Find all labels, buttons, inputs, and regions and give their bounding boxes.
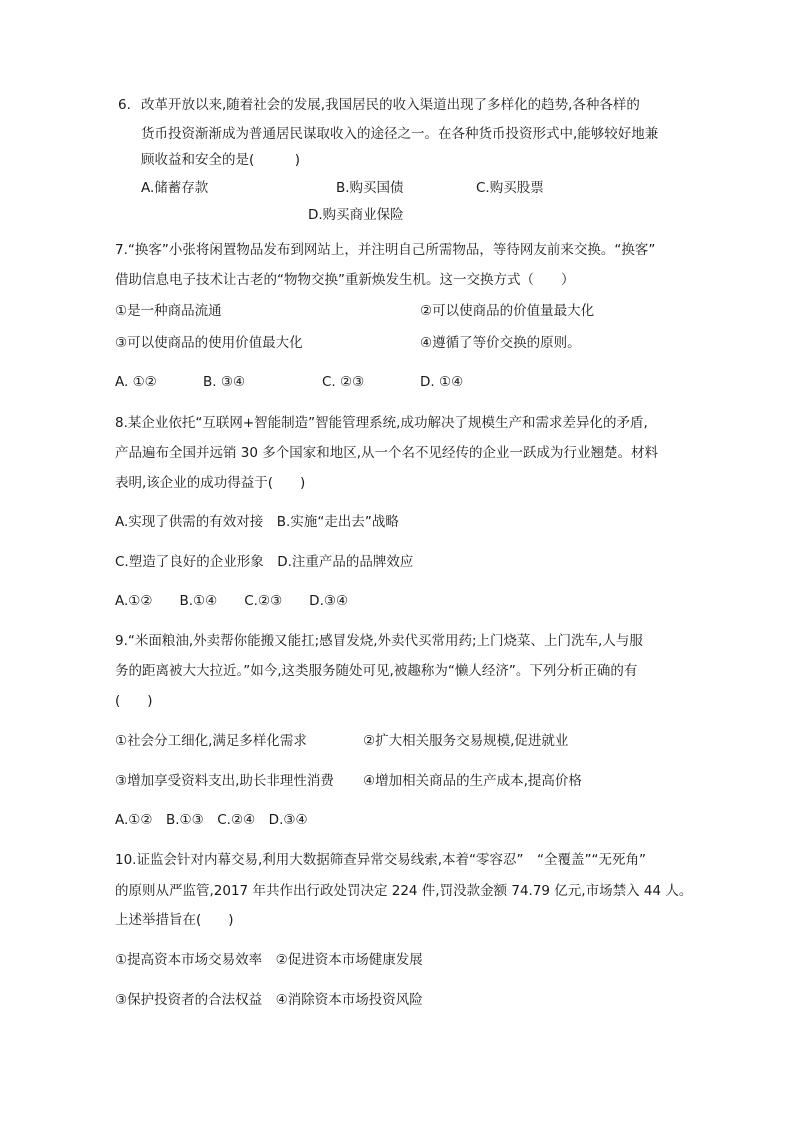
q10-stem-line-2: 的原则从严监管,2017 年共作出行政处罚决定 224 件,罚没款金额 74.79 亿元,市场禁入 44 人。 xyxy=(115,883,693,899)
q9-statement-3: ③增加享受资料支出,助长非理性消费 xyxy=(115,773,334,789)
q6-option-a: A.储蓄存款 xyxy=(141,180,209,196)
q7-option-d: D. ①④ xyxy=(420,374,464,390)
q6-number: 6. xyxy=(118,97,131,113)
q7-statement-2: ②可以使商品的价值量最大化 xyxy=(420,303,595,319)
q7-option-c: C. ②③ xyxy=(322,374,365,390)
q9-statement-4: ④增加相关商品的生产成本,提高价格 xyxy=(363,773,582,789)
q9-statement-1: ①社会分工细化,满足多样化需求 xyxy=(115,733,307,749)
q8-choices-line-2: C.塑造了良好的企业形象 D.注重产品的品牌效应 xyxy=(115,554,414,570)
q10-choices-line-2: ③保护投资者的合法权益 ④消除资本市场投资风险 xyxy=(115,992,423,1008)
q7-statement-1: ①是一种商品流通 xyxy=(115,303,222,319)
q6-option-d: D.购买商业保险 xyxy=(308,207,404,223)
q6-stem-line-3: 顾收益和安全的是( ) xyxy=(141,152,301,168)
q7-statement-3: ③可以使商品的使用价值最大化 xyxy=(115,335,303,351)
q10-choices-line-1: ①提高资本市场交易效率 ②促进资本市场健康发展 xyxy=(115,952,423,968)
q7-stem-line-1: 7.“换客”小张将闲置物品发布到网站上，并注明自己所需物品，等待网友前来交换。“换客” xyxy=(115,242,656,258)
q6-option-c: C.购买股票 xyxy=(476,180,544,196)
q8-stem-line-2: 产品遍布全国并远销 30 多个国家和地区,从一个名不见经传的企业一跃成为行业翘楚。材料 xyxy=(115,445,659,461)
q8-stem-line-3: 表明,该企业的成功得益于( ) xyxy=(115,475,306,491)
q6-stem-line-1: 改革开放以来,随着社会的发展,我国居民的收入渠道出现了多样化的趋势,各种各样的 xyxy=(141,97,640,113)
q10-stem-line-3: 上述举措旨在( ) xyxy=(115,912,234,928)
q8-options: A.①② B.①④ C.②③ D.③④ xyxy=(115,593,349,609)
q9-stem-line-1: 9.“米面粮油,外卖帮你能搬又能扛;感冒发烧,外卖代买常用药;上门烧菜、上门洗车,人与服 xyxy=(115,633,643,649)
q9-stem-line-2: 务的距离被大大拉近。”如今,这类服务随处可见,被趣称为“懒人经济”。下列分析正确的有 xyxy=(115,663,638,679)
q9-statement-2: ②扩大相关服务交易规模,促进就业 xyxy=(363,733,569,749)
q6-option-b: B.购买国债 xyxy=(336,180,404,196)
q8-choices-line-1: A.实现了供需的有效对接 B.实施“走出去”战略 xyxy=(115,514,399,530)
q8-stem-line-1: 8.某企业依托“互联网+智能制造”智能管理系统,成功解决了规模生产和需求差异化的矛盾, xyxy=(115,415,648,431)
q7-stem-line-2: 借助信息电子技术让古老的“物物交换”重新焕发生机。这一交换方式（ ） xyxy=(115,272,575,288)
q9-stem-line-3: ( ) xyxy=(115,693,153,709)
q7-option-a: A. ①② xyxy=(115,374,157,390)
q10-stem-line-1: 10.证监会针对内幕交易,利用大数据筛查异常交易线索,本着“零容忍” “全覆盖”“无死角” xyxy=(115,852,647,868)
q9-options: A.①② B.①③ C.②④ D.③④ xyxy=(115,812,308,828)
q7-option-b: B. ③④ xyxy=(203,374,246,390)
q7-statement-4: ④遵循了等价交换的原则。 xyxy=(420,335,581,351)
q6-stem-line-2: 货币投资渐渐成为普通居民谋取收入的途径之一。在各种货币投资形式中,能够较好地兼 xyxy=(141,126,659,142)
